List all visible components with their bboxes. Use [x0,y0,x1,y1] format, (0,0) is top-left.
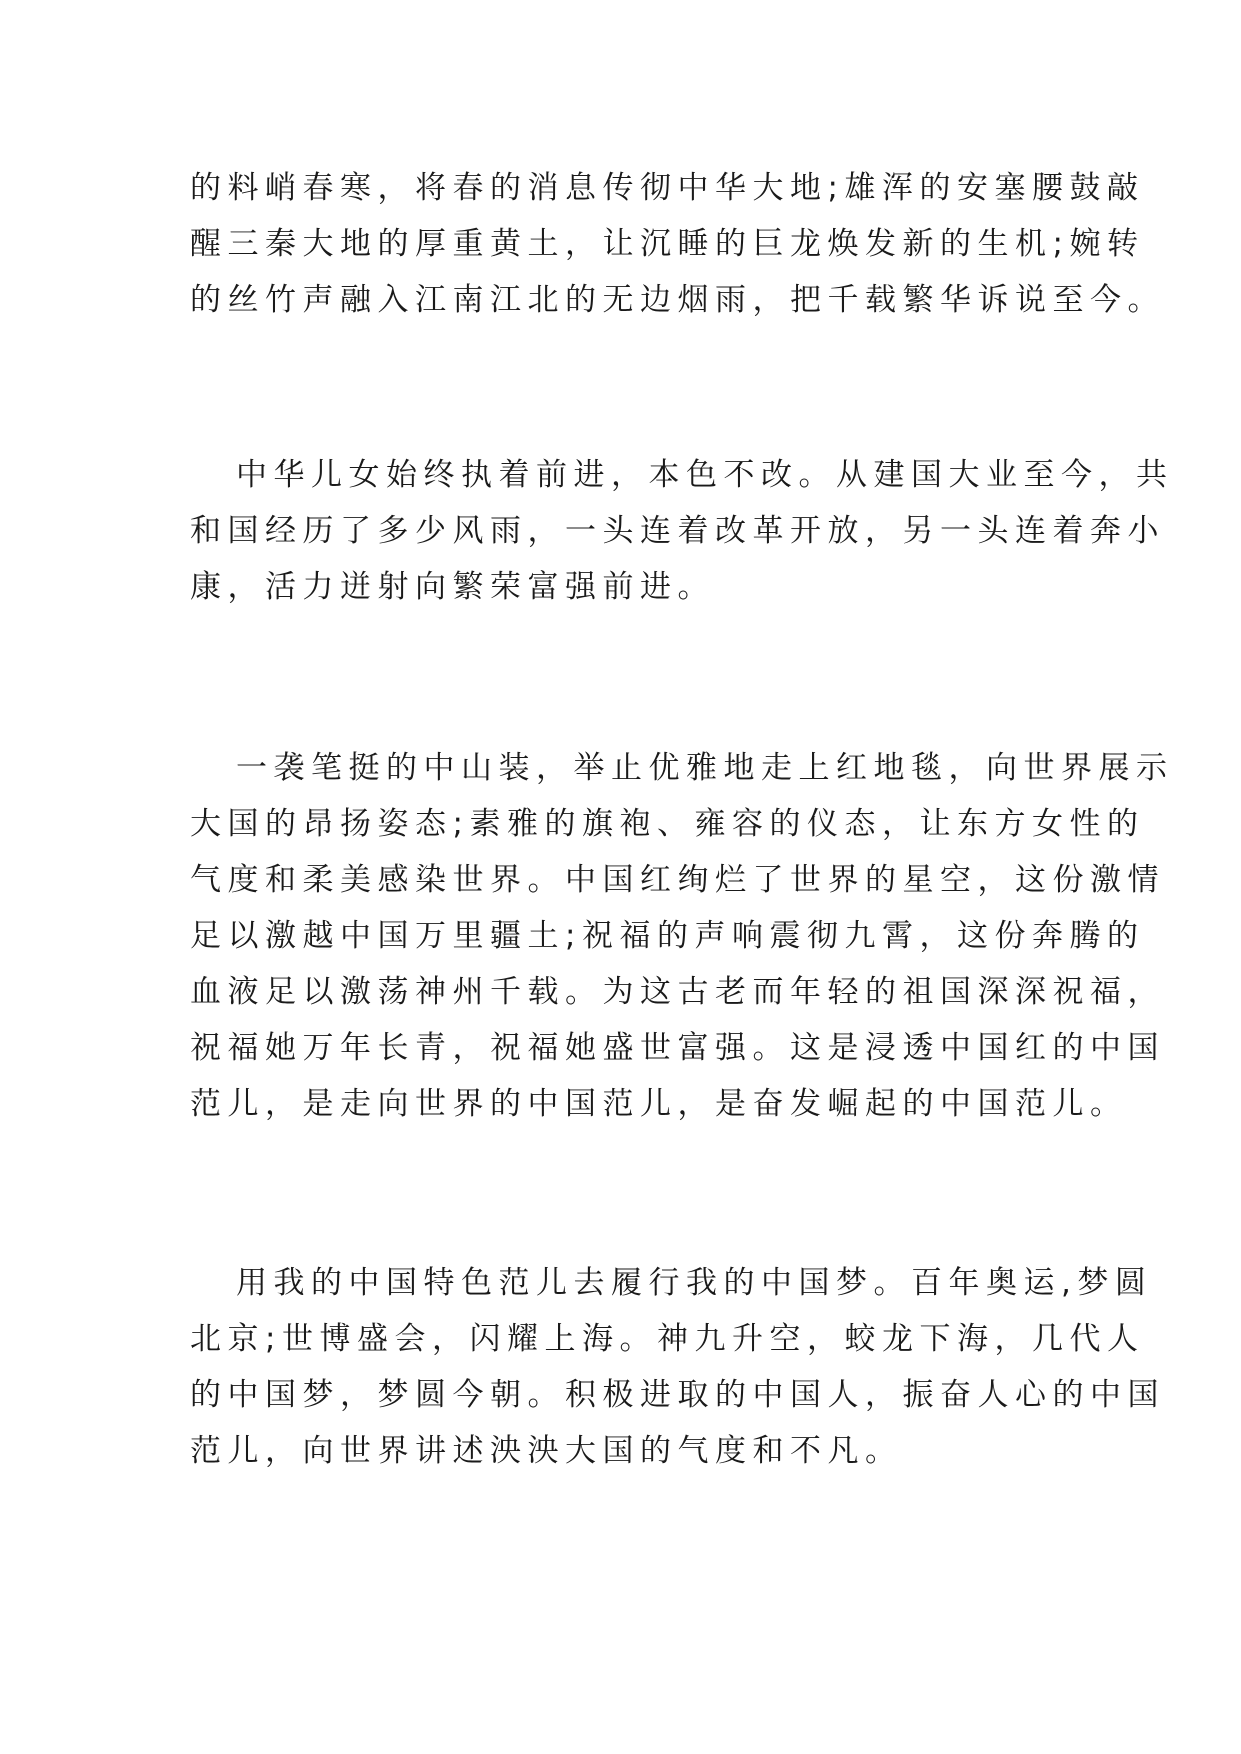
paragraph-line: 范儿，是走向世界的中国范儿，是奋发崛起的中国范儿。 [190,1086,1128,1122]
paragraph-line: 中华儿女始终执着前进，本色不改。从建国大业至今，共 [236,457,1174,493]
paragraph-line: 的丝竹声融入江南江北的无边烟雨，把千载繁华诉说至今。 [190,282,1165,318]
paragraph-line: 祝福她万年长青，祝福她盛世富强。这是浸透中国红的中国 [190,1030,1165,1066]
paragraph-2 [190,447,1174,615]
paragraph-3 [190,740,1174,1132]
paragraph-line: 用我的中国特色范儿去履行我的中国梦。百年奥运,梦圆 [236,1265,1153,1301]
paragraph-line: 范儿，向世界讲述泱泱大国的气度和不凡。 [190,1433,903,1469]
paragraph-line: 足以激越中国万里疆土;祝福的声响震彻九霄，这份奔腾的 [190,918,1145,954]
paragraph-line: 大国的昂扬姿态;素雅的旗袍、雍容的仪态，让东方女性的 [190,806,1145,842]
paragraph-line: 和国经历了多少风雨，一头连着改革开放，另一头连着奔小 [190,513,1165,549]
paragraph-line: 一袭笔挺的中山装，举止优雅地走上红地毯，向世界展示 [236,750,1174,786]
paragraph-line: 的料峭春寒，将春的消息传彻中华大地;雄浑的安塞腰鼓敲 [190,170,1145,206]
paragraph-line: 血液足以激荡神州千载。为这古老而年轻的祖国深深祝福， [190,974,1165,1010]
paragraph-line: 北京;世博盛会，闪耀上海。神九升空，蛟龙下海，几代人 [190,1321,1145,1357]
paragraph-line: 的中国梦，梦圆今朝。积极进取的中国人，振奋人心的中国 [190,1377,1165,1413]
paragraph-line: 气度和柔美感染世界。中国红绚烂了世界的星空，这份激情 [190,862,1165,898]
paragraph-line: 康，活力迸射向繁荣富强前进。 [190,569,715,605]
paragraph-line: 醒三秦大地的厚重黄土，让沉睡的巨龙焕发新的生机;婉转 [190,226,1145,262]
paragraph-4 [190,1255,1165,1479]
paragraph-1 [190,160,1165,328]
